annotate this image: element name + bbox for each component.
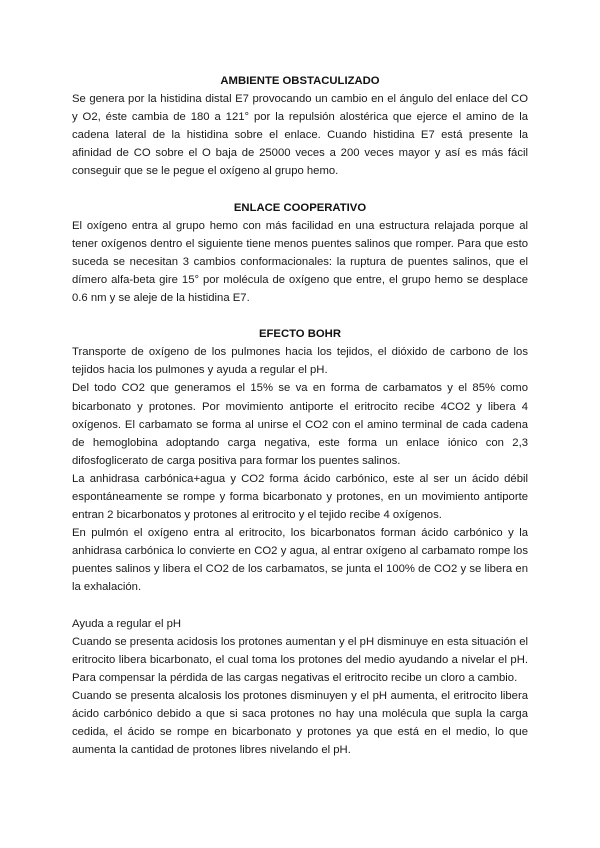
section-heading: ENLACE COOPERATIVO — [233, 201, 367, 214]
paragraph: Del todo CO2 que generamos el 15% se va en forma de carbamatos y el 85% como bicarbonato y protones. Por movimiento antiporte el eritrocito recibe 4CO2 y libera 4 oxígenos. El carbamato se forma al unirse el CO2 con el amino terminal de cada cadena de hemoglobina adoptando carga negativa, este forma un enlace iónico con 2,3 difosfoglicerato de carga positiva para formar los puentes salinos. — [72, 382, 528, 467]
section-ayuda-regular-ph — [72, 615, 528, 760]
section-heading: EFECTO BOHR — [258, 328, 341, 341]
section-enlace-cooperativo — [72, 199, 528, 308]
paragraph: El oxígeno entra al grupo hemo con más facilidad en una estructura relajada porque al tener oxígenos dentro el siguiente tiene menos puentes salinos que romper. Para que esto suceda se necesitan 3 cambios conformacionales: la ruptura de puentes salinos, que el dímero alfa-beta gire 15° por molécula de oxígeno que entre, el grupo hemo se desplace 0.6 nm y se aleje de la histidina E7. — [72, 219, 528, 305]
subsection-heading: Ayuda a regular el pH — [72, 617, 182, 630]
section-ambiente-obstaculizado — [72, 72, 528, 181]
paragraph: Transporte de oxígeno de los pulmones hacia los tejidos, el dióxido de carbono de los tejidos hacia los pulmones y ayuda a regular el pH. — [72, 346, 528, 377]
paragraph: La anhidrasa carbónica+agua y CO2 forma ácido carbónico, este al ser un ácido débil espontáneamente se rompe y forma bicarbonato y protones, en un movimiento antiporte entran 2 bicarbonatos y protones al eritrocito y el tejido recibe 4 oxígenos. — [72, 472, 528, 522]
paragraph: En pulmón el oxígeno entra al eritrocito, los bicarbonatos forman ácido carbónico y la anhidrasa carbónica lo convierte en CO2 y agua, al entrar oxígeno al carbamato rompe los puentes salinos y libera el CO2 de los carbamatos, se junta el 100% de CO2 y se libera en la exhalación. — [72, 527, 528, 594]
section-heading: AMBIENTE OBSTACULIZADO — [220, 75, 380, 87]
document-body — [72, 72, 528, 759]
section-efecto-bohr — [72, 325, 528, 596]
paragraph: Cuando se presenta acidosis los protones aumentan y el pH disminuye en esta situación el eritrocito libera bicarbonato, el cual toma los protones del medio ayudando a nivelar el pH. Para compensar la pérdida de las cargas negativas el eritrocito recibe un cloro a cambio. — [72, 635, 528, 684]
blank-line — [72, 597, 528, 615]
paragraph: Se genera por la histidina distal E7 provocando un cambio en el ángulo del enlace del CO y O2, éste cambia de 180 a 121° por la repulsión alostérica que ejerce el amino de la cadena lateral de la histidina sobre el enlace. Cuando histidina E7 está presente la afinidad de CO sobre el O baja de 25000 veces a 200 veces mayor y así es más fácil conseguir que se le pegue el oxígeno al grupo hemo. — [72, 93, 528, 178]
paragraph: Cuando se presenta alcalosis los protones disminuyen y el pH aumenta, el eritrocito libera ácido carbónico debido a que si saca protones no hay una molécula que supla la carga cedida, el ácido se rompe en bicarbonato y protones ya que está en el medio, lo que aumenta la cantidad de protones libres nivelando el pH. — [72, 689, 528, 757]
